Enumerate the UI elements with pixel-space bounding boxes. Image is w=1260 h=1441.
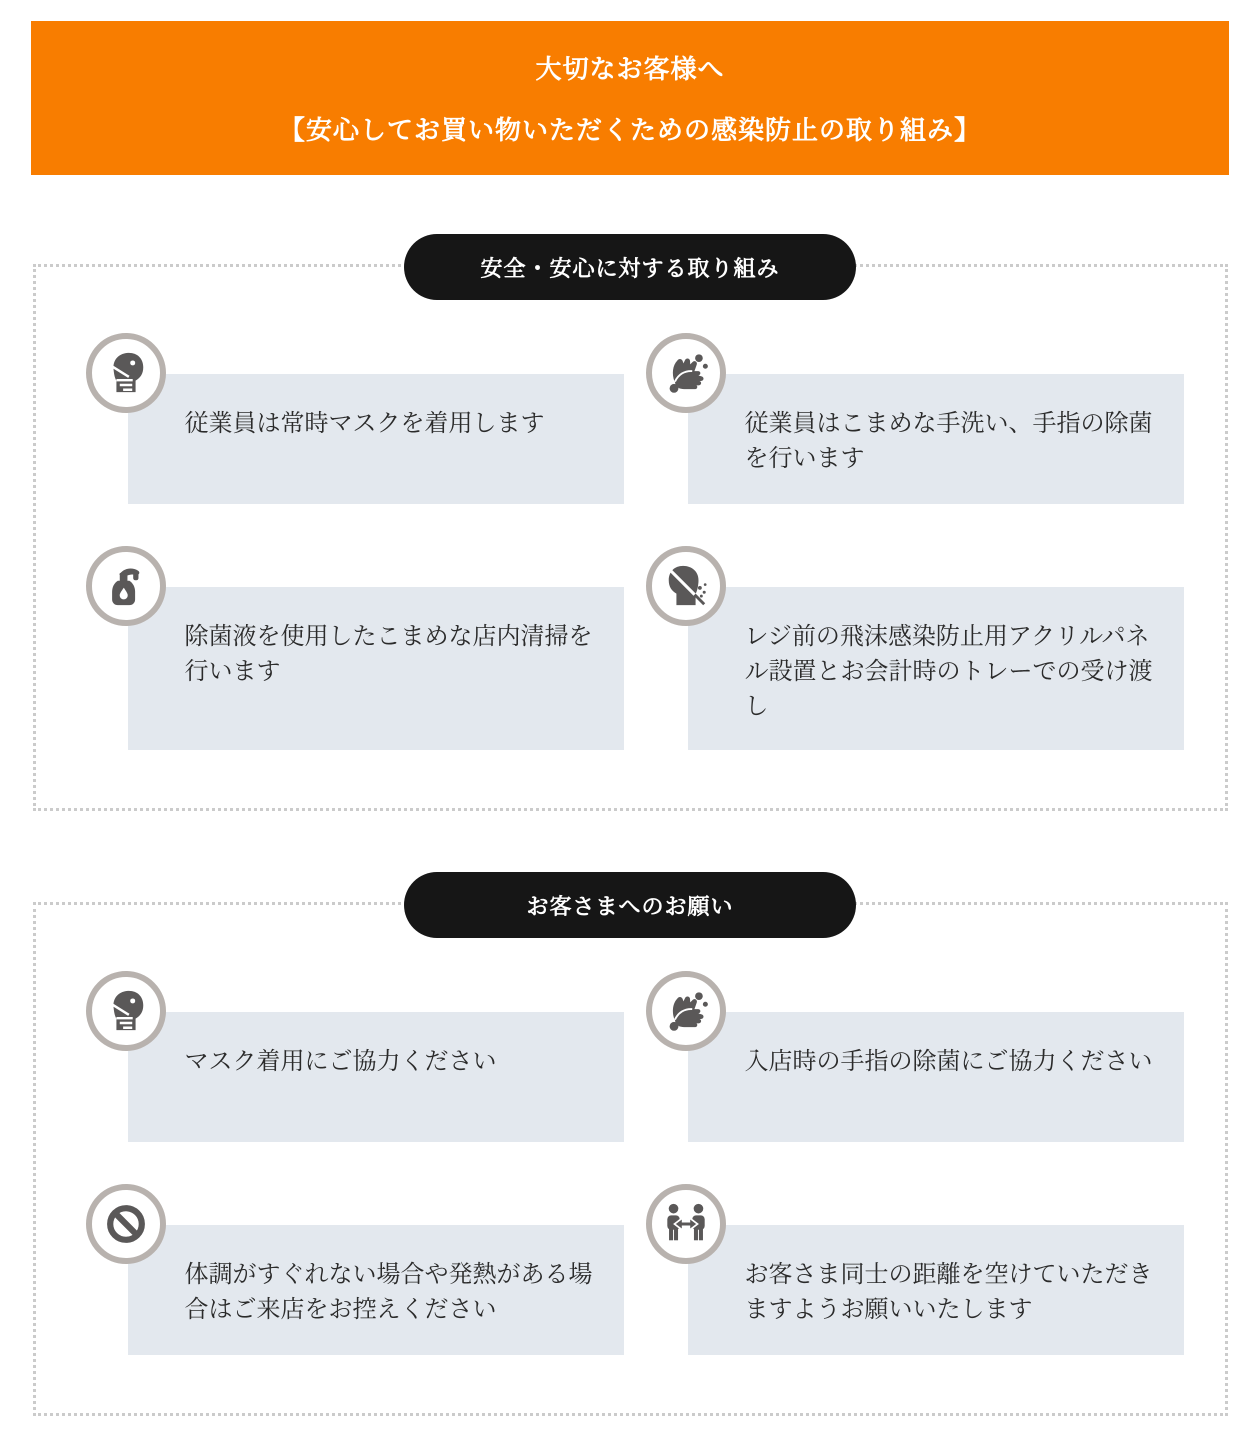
- icon-badge: [86, 1184, 166, 1264]
- social-distance-icon: [663, 1201, 709, 1247]
- item-card: [688, 374, 1184, 504]
- item-card: [688, 587, 1184, 750]
- icon-badge: [86, 546, 166, 626]
- banner-subtitle: 【安心してお買い物いただくための感染防止の取り組み】: [278, 115, 981, 145]
- item-card: [688, 1012, 1184, 1142]
- item-card: [128, 1012, 624, 1142]
- mask-face-icon: [103, 350, 149, 396]
- hand-wash-icon: [663, 988, 709, 1034]
- list-item: [86, 971, 624, 1142]
- droplet-guard-icon: [663, 563, 709, 609]
- list-item: [646, 546, 1184, 750]
- section-store-initiatives: [33, 255, 1228, 811]
- no-entry-icon: [103, 1201, 149, 1247]
- section-customer-requests-heading: お客さまへのお願い: [404, 872, 856, 938]
- item-text: 入店時の手指の除菌にご協力ください: [744, 1048, 1153, 1075]
- item-text: レジ前の飛沫感染防止用アクリルパネル設置とお会計時のトレーでの受け渡し: [744, 623, 1153, 720]
- list-item: [646, 1184, 1184, 1355]
- item-text: 従業員は常時マスクを着用します: [184, 410, 545, 437]
- item-text: 除菌液を使用したこまめな店内清掃を行います: [184, 623, 593, 685]
- mask-face-icon: [103, 988, 149, 1034]
- icon-badge: [646, 971, 726, 1051]
- item-card: [128, 374, 624, 504]
- icon-badge: [646, 546, 726, 626]
- item-text: お客さま同士の距離を空けていただきますようお願いいたします: [744, 1261, 1153, 1323]
- icon-badge: [86, 333, 166, 413]
- list-item: [86, 546, 624, 750]
- icon-badge: [646, 1184, 726, 1264]
- item-text: マスク着用にご協力ください: [184, 1048, 497, 1075]
- item-card: [688, 1225, 1184, 1355]
- section-customer-requests: [33, 893, 1228, 1416]
- list-item: [86, 333, 624, 504]
- sanitizer-bottle-icon: [103, 563, 149, 609]
- requests-grid: [86, 971, 1184, 1355]
- list-item: [646, 971, 1184, 1142]
- section-store-initiatives-heading: 安全・安心に対する取り組み: [404, 234, 856, 300]
- notice-banner: [31, 21, 1229, 175]
- icon-badge: [646, 333, 726, 413]
- item-text: 従業員はこまめな手洗い、手指の除菌を行います: [744, 410, 1153, 472]
- list-item: [86, 1184, 624, 1355]
- item-card: [128, 1225, 624, 1355]
- initiatives-grid: [86, 333, 1184, 750]
- item-card: [128, 587, 624, 750]
- item-text: 体調がすぐれない場合や発熱がある場合はご来店をお控えください: [184, 1261, 593, 1323]
- list-item: [646, 333, 1184, 504]
- hand-wash-icon: [663, 350, 709, 396]
- banner-title: 大切なお客様へ: [535, 54, 725, 84]
- icon-badge: [86, 971, 166, 1051]
